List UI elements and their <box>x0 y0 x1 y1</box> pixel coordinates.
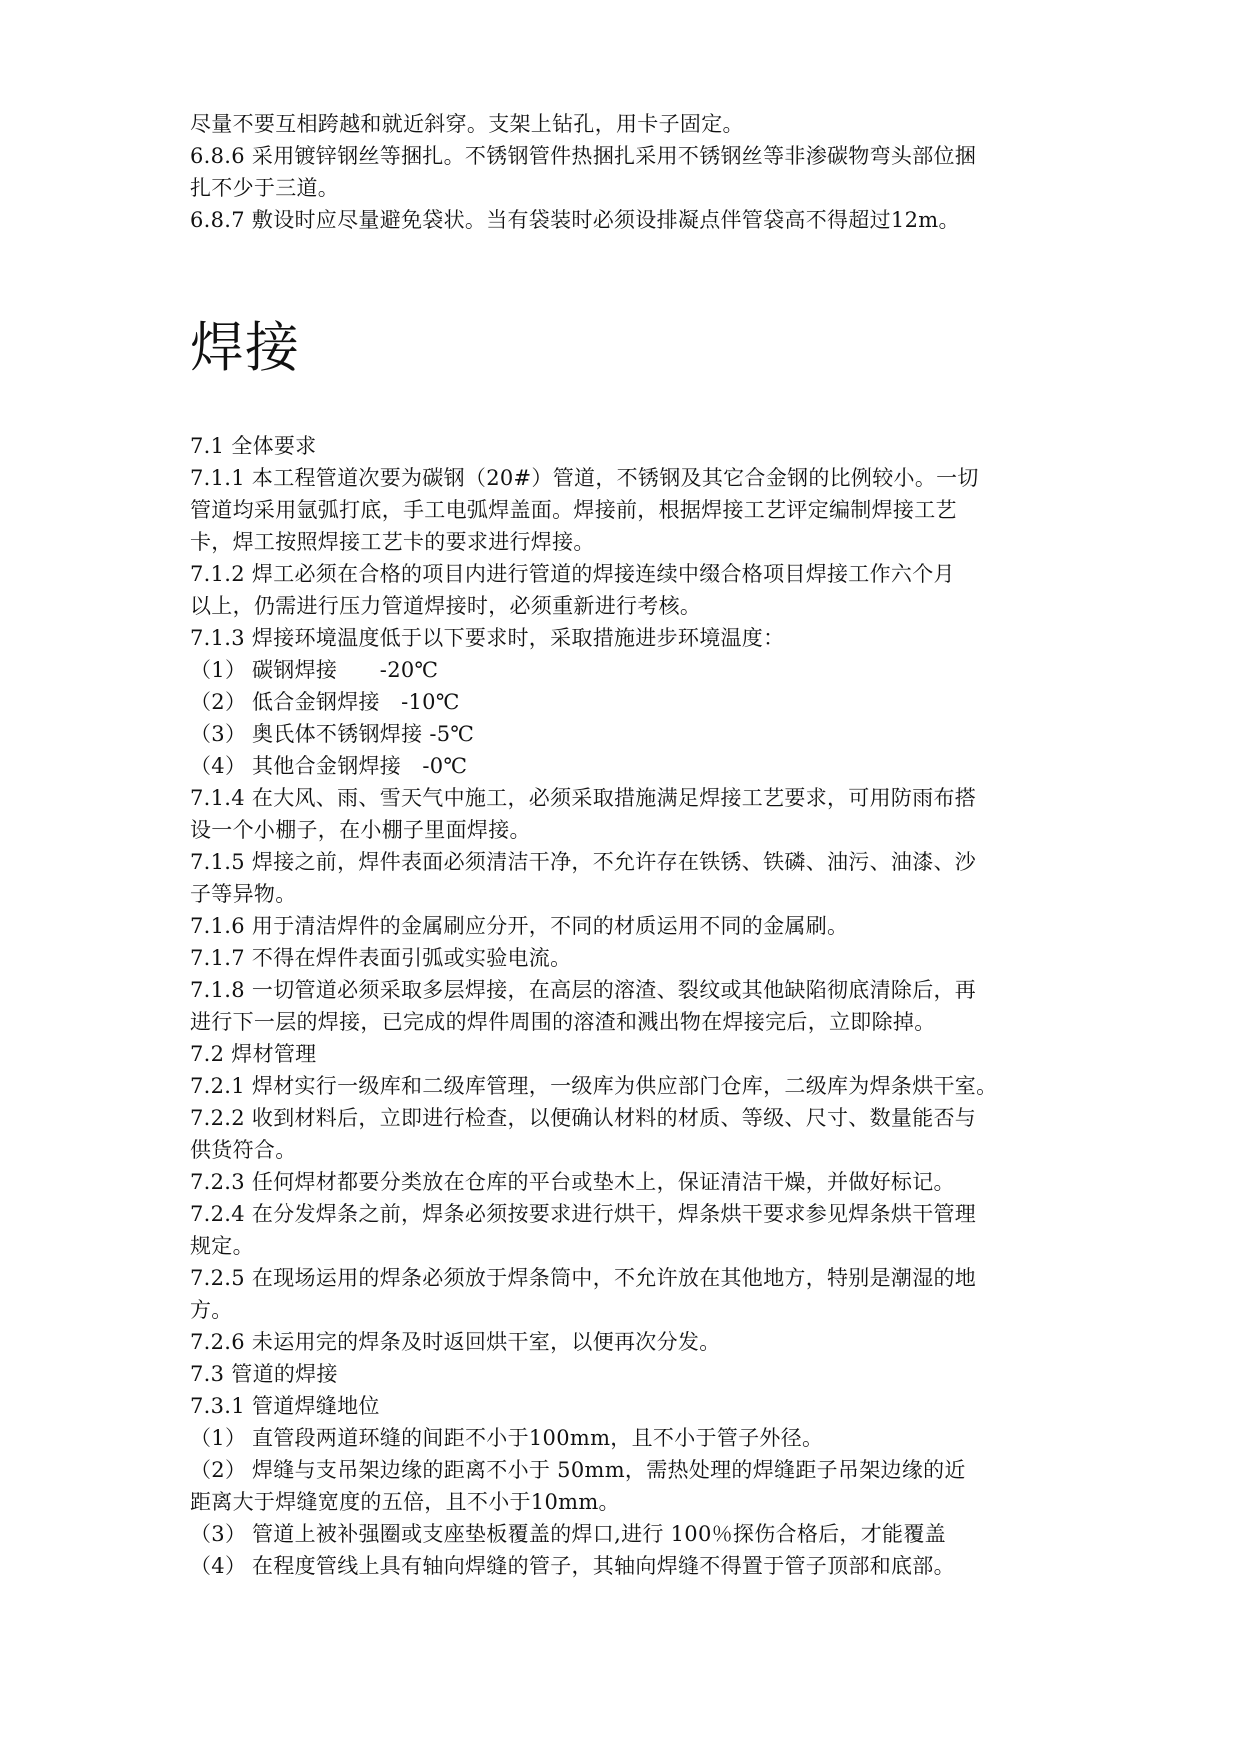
continued-section-6-8 <box>190 108 1090 236</box>
text-line: 供货符合。 <box>190 1138 297 1162</box>
text-line: 7.1.7 不得在焊件表面引弧或实验电流。 <box>190 946 572 970</box>
weld-position-list-item <box>190 1550 1090 1582</box>
text-line: 7.2.2 收到材料后，立即进行检查，以便确认材料的材质、等级、尺寸、数量能否与 <box>190 1106 977 1130</box>
text-line: 进行下一层的焊接，已完成的焊件周围的溶渣和溅出物在焊接完后，立即除掉。 <box>190 1010 936 1034</box>
text-line: 7.1.1 本工程管道次要为碳钢（20#）管道，不锈钢及其它合金钢的比例较小。一切 <box>190 466 979 490</box>
text-line: 扎不少于三道。 <box>190 176 340 200</box>
list-text: 碳钢焊接 -20℃ <box>252 658 439 682</box>
text-line: 7.2.5 在现场运用的焊条必须放于焊条筒中，不允许放在其他地方，特别是潮湿的地 <box>190 1266 977 1290</box>
text-line: 6.8.7 敷设时应尽量避免袋状。当有袋装时必须设排凝点伴管袋高不得超过12m。 <box>190 208 960 232</box>
list-text: 低合金钢焊接 -10℃ <box>252 690 460 714</box>
list-text: 管道上被补强圈或支座垫板覆盖的焊口,进行 100％探伤合格后，才能覆盖 <box>252 1522 946 1546</box>
weld-position-list-item <box>190 1422 1090 1454</box>
text-line: 7.2.1 焊材实行一级库和二级库管理，一级库为供应部门仓库，二级库为焊条烘干室。 <box>190 1074 998 1098</box>
text-line: 7.1.6 用于清洁焊件的金属刷应分开，不同的材质运用不同的金属刷。 <box>190 914 849 938</box>
list-marker: （4） <box>190 1554 247 1578</box>
text-line: 7.1.3 焊接环境温度低于以下要求时，采取措施进步环境温度： <box>190 626 785 650</box>
list-text: 其他合金钢焊接 -0℃ <box>252 754 468 778</box>
weld-position-list-item <box>190 1454 1090 1486</box>
list-marker: （1） <box>190 658 247 682</box>
text-line: 管道均采用氩弧打底，手工电弧焊盖面。焊接前，根据焊接工艺评定编制焊接工艺 <box>190 498 957 522</box>
list-marker: （2） <box>190 690 247 714</box>
subsection-heading: 7.3 管道的焊接 <box>190 1362 338 1386</box>
text-line: 尽量不要互相跨越和就近斜穿。支架上钻孔，用卡子固定。 <box>190 112 744 136</box>
text-line: 7.1.2 焊工必须在合格的项目内进行管道的焊接连续中缀合格项目焊接工作六个月 <box>190 562 955 586</box>
list-text: 奥氏体不锈钢焊接 -5℃ <box>252 722 475 746</box>
section-heading: 焊接 <box>190 316 300 379</box>
text-line: 7.1.8 一切管道必须采取多层焊接，在高层的溶渣、裂纹或其他缺陷彻底清除后，再 <box>190 978 977 1002</box>
list-text: 直管段两道环缝的间距不小于100mm，且不小于管子外径。 <box>252 1426 824 1450</box>
list-text: 焊缝与支吊架边缘的距离不小于 50mm，需热处理的焊缝距子吊架边缘的近 <box>252 1458 966 1482</box>
list-marker: （4） <box>190 754 247 778</box>
text-line: 子等异物。 <box>190 882 297 906</box>
text-line: 7.1.4 在大风、雨、雪天气中施工，必须采取措施满足焊接工艺要求，可用防雨布搭 <box>190 786 977 810</box>
text-line: 设一个小棚子，在小棚子里面焊接。 <box>190 818 531 842</box>
list-marker: （3） <box>190 1522 247 1546</box>
text-line: 卡，焊工按照焊接工艺卡的要求进行焊接。 <box>190 530 595 554</box>
list-marker: （3） <box>190 722 247 746</box>
weld-position-list-item <box>190 1518 1090 1550</box>
subsection-heading: 7.2 焊材管理 <box>190 1042 317 1066</box>
text-line: 方。 <box>190 1298 233 1322</box>
text-line: 7.2.4 在分发焊条之前，焊条必须按要求进行烘干，焊条烘干要求参见焊条烘干管理 <box>190 1202 977 1226</box>
subsection-heading: 7.1 全体要求 <box>190 434 317 458</box>
list-text: 在程度管线上具有轴向焊缝的管子，其轴向焊缝不得置于管子顶部和底部。 <box>252 1554 955 1578</box>
temperature-list-item <box>190 654 1090 686</box>
text-line: 规定。 <box>190 1234 254 1258</box>
text-line: 6.8.6 采用镀锌钢丝等捆扎。不锈钢管件热捆扎采用不锈钢丝等非渗碳物弯头部位捆 <box>190 144 977 168</box>
text-line: 以上，仍需进行压力管道焊接时，必须重新进行考核。 <box>190 594 702 618</box>
text-line: 距离大于焊缝宽度的五倍，且不小于10mm。 <box>190 1490 620 1514</box>
list-marker: （1） <box>190 1426 247 1450</box>
temperature-list-item <box>190 686 1090 718</box>
temperature-list-item <box>190 718 1090 750</box>
text-line: 7.1.5 焊接之前，焊件表面必须清洁干净，不允许存在铁锈、铁磷、油污、油漆、沙 <box>190 850 977 874</box>
text-line: 7.2.6 未运用完的焊条及时返回烘干室，以便再次分发。 <box>190 1330 721 1354</box>
document-page <box>190 108 1090 1578</box>
welding-section-body <box>190 430 1090 1582</box>
temperature-list-item <box>190 750 1090 782</box>
list-marker: （2） <box>190 1458 247 1482</box>
text-line: 7.3.1 管道焊缝地位 <box>190 1394 380 1418</box>
text-line: 7.2.3 任何焊材都要分类放在仓库的平台或垫木上，保证清洁干燥，并做好标记。 <box>190 1170 955 1194</box>
